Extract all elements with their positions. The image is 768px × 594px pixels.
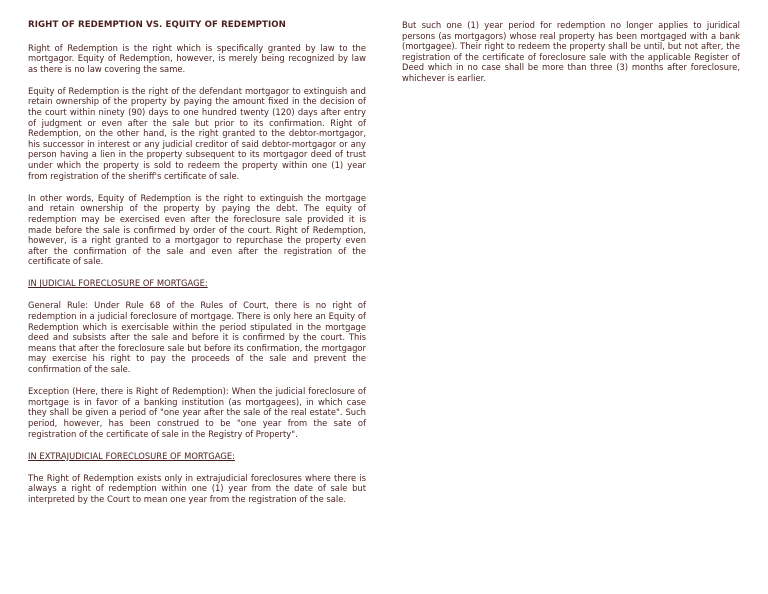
left-column xyxy=(28,20,366,516)
paragraph-in-other-words: In other words, Equity of Redemption is the right to extinguish the mortgage and retain ownership of the property by paying the debt. The equity of redemption may be exercised even after the foreclosure sale provided it is made before the sale is confirmed by order of the court. Right of Redemption, however, is a right granted to a mortgagor to repurchase the property even after the confirmation of the sale and even after the registration of the certificate of sale. xyxy=(28,192,366,267)
paragraph-general-rule: General Rule: Under Rule 68 of the Rules of Court, there is no right of redemption in a judicial foreclosure of mortgage. There is only here an Equity of Redemption which is exercisable within the period stipulated in the mortgage deed and subsists after the sale and before it is confirmed by the court. This means that after the foreclosure sale but before its confirmation, the mortgagor may exercise his right to pay the proceeds of the sale and prevent the confirmation of the sale. xyxy=(28,300,366,375)
paragraph-exception: Exception (Here, there is Right of Redemption): When the judicial foreclosure of mortgage is in favor of a banking institution (as mortgagees), in which case they shall be given a period of "one year after the sale of the real estate". Such period, however, has been construed to be "one year from the sate of registration of the certificate of sale in the Registry of Property". xyxy=(28,386,366,439)
paragraph-equity-of-redemption: Equity of Redemption is the right of the defendant mortgagor to extinguish and retain ownership of the property by paying the amount fixed in the decision of the court within ninety (90) days to one hundred twenty (120) days after entry of judgment or even after the sale but prior to its confirmation. Right of Redemption, on the other hand, is the right granted to the debtor-mortgagor, his successor in interest or any judicial creditor of said debtor-mortgagor or any person having a lien in the property subsequent to its mortgagor deed of trust under which the property is sold to redeem the property within one (1) year from registration of the sheriff's certificate of sale. xyxy=(28,85,366,181)
paragraph-juridical-persons: But such one (1) year period for redemption no longer applies to juridical persons (as mortgagors) whose real property has been mortgaged with a bank (mortgagee). Their right to redeem the property shall be until, but not after, the registration of the certificate of foreclosure sale with the applicable Register of Deed which in no case shall be more than three (3) months after foreclosure, whichever is earlier. xyxy=(402,20,740,83)
heading-judicial-foreclosure: IN JUDICIAL FORECLOSURE OF MORTGAGE: xyxy=(28,278,208,289)
heading-extrajudicial-foreclosure: IN EXTRAJUDICIAL FORECLOSURE OF MORTGAGE: xyxy=(28,450,235,461)
document-title: RIGHT OF REDEMPTION VS. EQUITY OF REDEMPTION xyxy=(28,20,286,30)
paragraph-definition: Right of Redemption is the right which is specifically granted by law to the mortgagor. Equity of Redemption, however, is merely being recognized by law as there is no law covering the same. xyxy=(28,42,366,74)
right-column xyxy=(402,20,740,95)
paragraph-extrajudicial-right: The Right of Redemption exists only in extrajudicial foreclosures where there is always a right of redemption within one (1) year from the date of sale but interpreted by the Court to mean one year from the registration of the sale. xyxy=(28,472,366,504)
